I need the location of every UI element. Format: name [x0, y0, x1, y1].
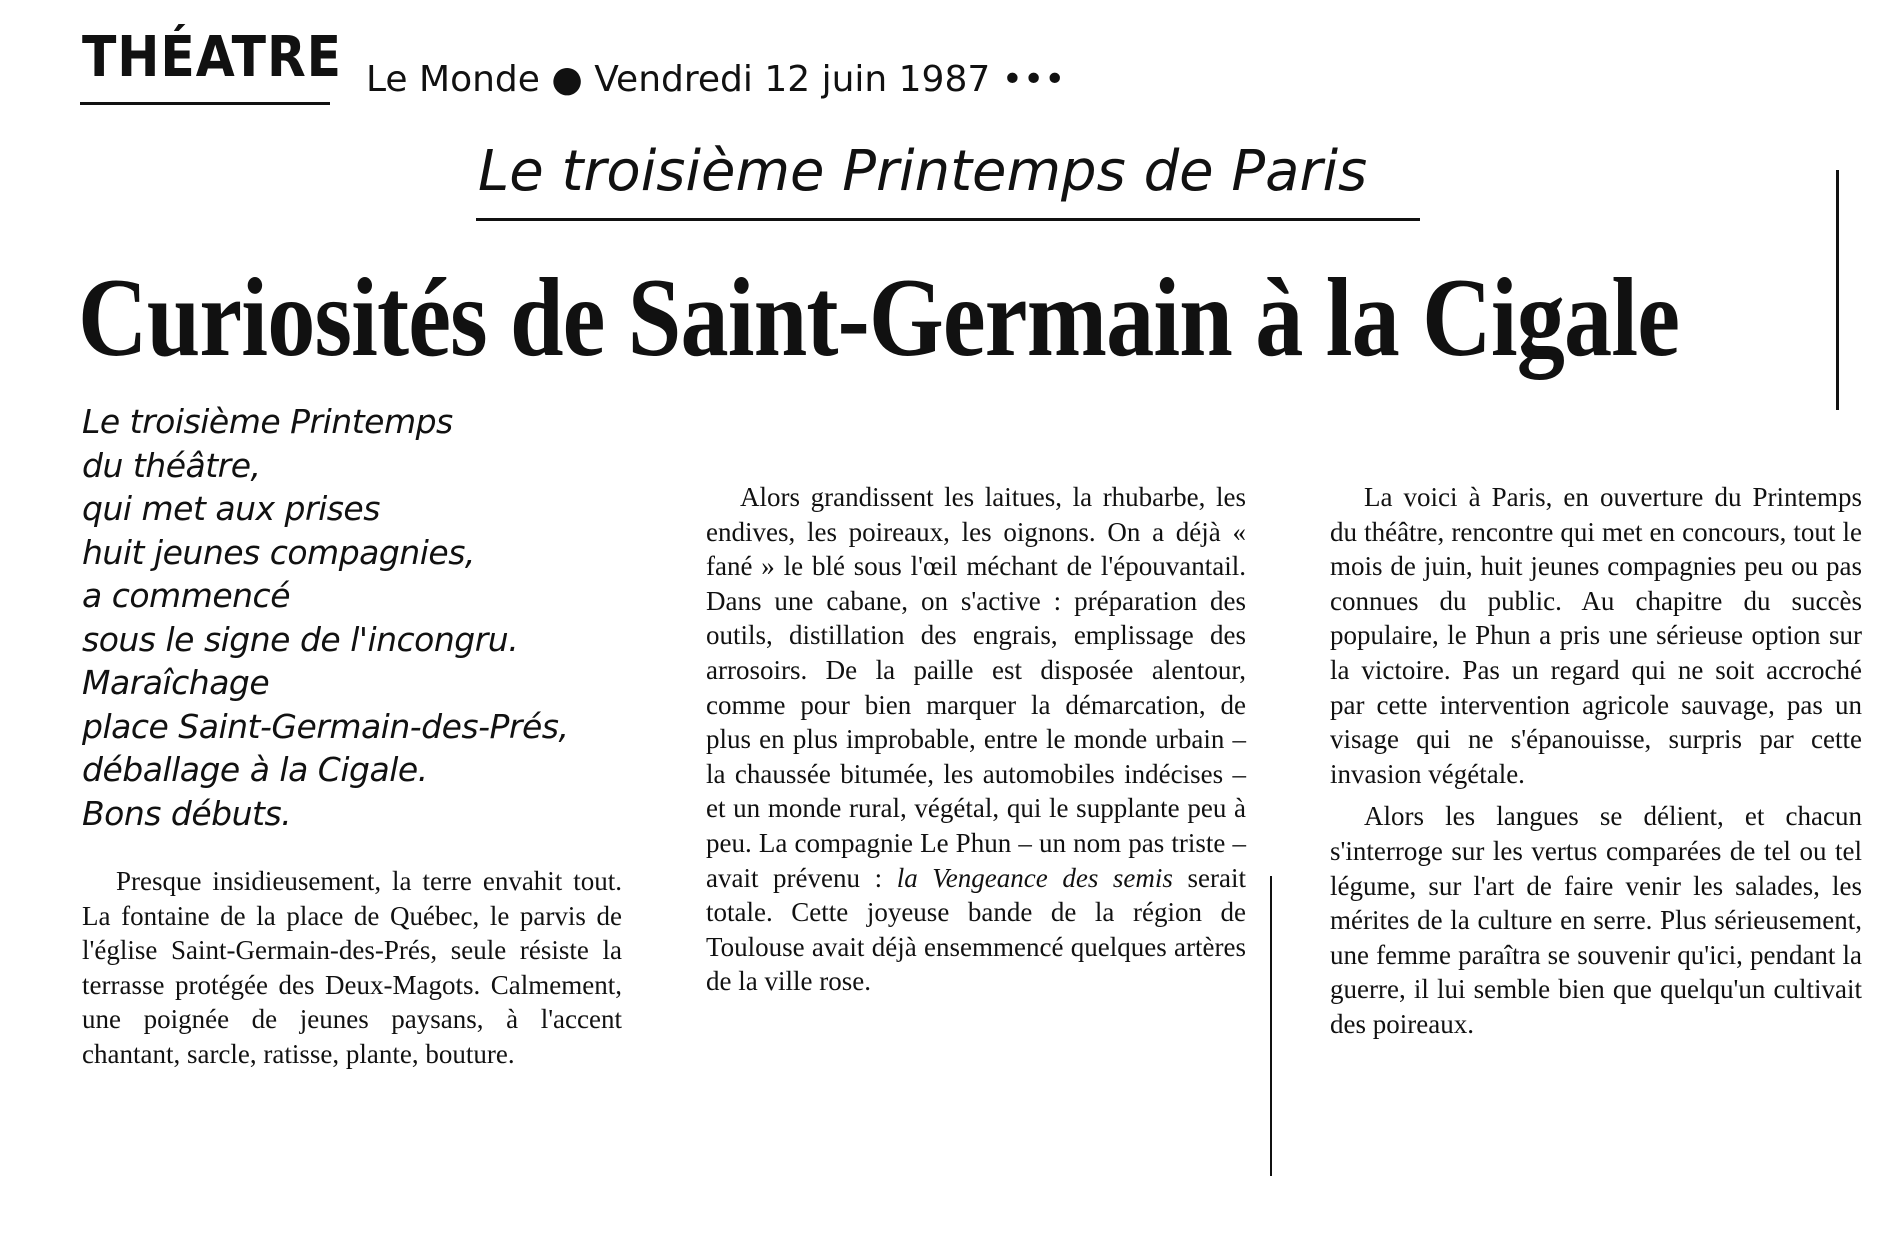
standfirst — [82, 400, 642, 835]
body-paragraph: La voici à Paris, en ouverture du Printemps du théâtre, rencontre qui met en concours, tout le mois de juin, huit jeunes compagnies peu ou pas connues du public. Au chapitre du succès populaire, le Phun a pris une sérieuse option sur la victoire. Pas un regard qui ne soit accroché par cette intervention agricole sauvage, pas un visage qui ne s'épanouisse, surpris par cette invasion végétale. — [1330, 482, 1862, 789]
play-title: la Vengeance des semis — [896, 862, 1173, 893]
body-text: serait totale. Cette joyeuse bande de la région de Toulouse avait déjà ensemmencé quelques artères de la ville rose. — [706, 862, 1246, 997]
column-rule — [1270, 876, 1272, 1176]
body-paragraph — [706, 480, 1246, 999]
standfirst-line: Bons débuts. — [82, 793, 292, 833]
headline-side-rule — [1836, 170, 1839, 410]
body-paragraph: Presque insidieusement, la terre envahit tout. La fontaine de la place de Québec, le parvis de l'église Saint-Germain-des-Prés, seule résiste la terrasse protégée des Deux-Magots. Calmement, une poignée de jeunes paysans, à l'accent chantant, sarcle, ratisse, plante, bouture. — [82, 866, 622, 1069]
body-text: Alors grandissent les laitues, la rhubarbe, les endives, les poireaux, les oignons. On a déjà « fané » le blé sous l'œil méchant de l'épouvantail. Dans une cabane, on s'active : préparation des outils, distillation des engrais, emplissage des arrosoirs. De la paille est disposée alentour, comme pour bien marquer la démarcation, de plus en plus improbable, entre le monde urbain – la chaussée bitumée, les automobiles indécises – et un monde rural, végétal, qui le supplante peu à peu. La compagnie Le Phun – un nom pas triste – avait prévenu : — [706, 482, 1246, 893]
standfirst-line: Le troisième Printemps — [82, 402, 453, 441]
body-column-3 — [1330, 480, 1862, 1042]
body-paragraph: Alors les langues se délient, et chacun s'interroge sur les vertus comparées de tel ou tel légume, sur l'art de faire venir les salades, les mérites de la culture en serre. Plus sérieusement, une femme paraîtra se souvenir qu'ici, pendant la guerre, il lui semble bien que quelqu'un cultivait des poireaux. — [1330, 801, 1862, 1039]
dateline: Le Monde ● Vendredi 12 juin 1987 ••• — [366, 59, 1066, 100]
kicker-underline — [476, 218, 1420, 221]
section-underline — [80, 102, 330, 105]
standfirst-line: place Saint-Germain-des-Prés, — [82, 706, 569, 746]
body-column-1 — [82, 864, 622, 1072]
body-column-2 — [706, 480, 1246, 999]
standfirst-line: sous le signe de l'incongru. — [82, 619, 519, 659]
standfirst-line: déballage à la Cigale. — [82, 750, 428, 789]
section-label: THÉATRE — [82, 25, 343, 90]
standfirst-line: huit jeunes compagnies, — [82, 532, 475, 572]
kicker: Le troisième Printemps de Paris — [478, 139, 1368, 204]
standfirst-line: qui met aux prises — [82, 489, 380, 528]
standfirst-line: du théâtre, — [82, 445, 261, 485]
headline: Curiosités de Saint-Germain à la Cigale — [78, 256, 1680, 380]
standfirst-line: Maraîchage — [82, 663, 270, 702]
standfirst-line: a commencé — [82, 576, 291, 615]
